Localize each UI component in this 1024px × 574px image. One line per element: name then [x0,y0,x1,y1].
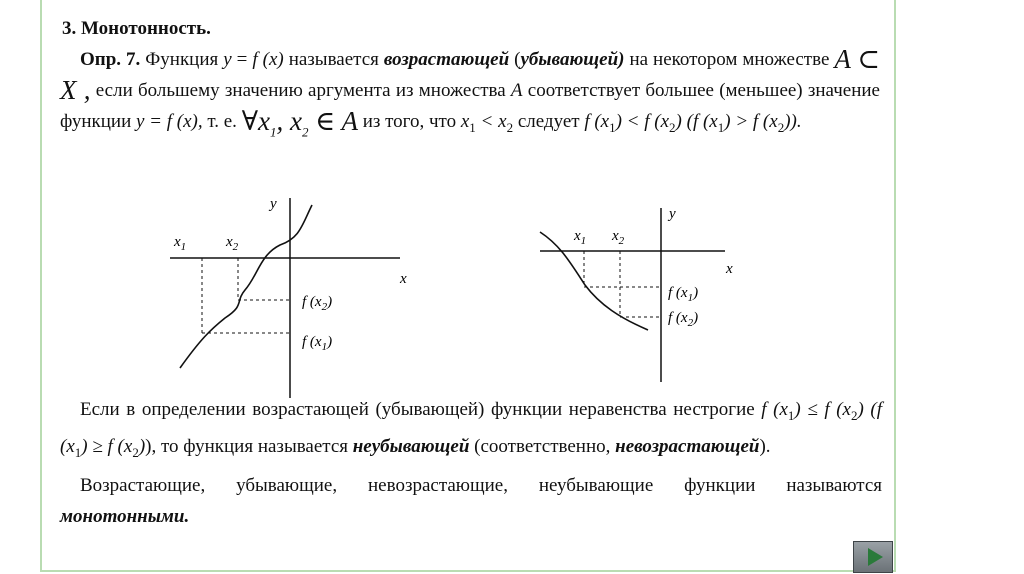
math: ) ≤ f (x [794,399,851,420]
text: Возрастающие, убывающие, невозрастающие, неубывающие функции называются [80,474,882,496]
def-text: Функция [140,49,224,70]
in-a: ∈ A [308,106,358,136]
def-text: следует [513,111,585,132]
def-text: = [231,49,253,70]
term-monotone: монотонными. [60,505,190,527]
math: ) [138,435,146,457]
nonstrict-paragraph [60,394,882,468]
def-math: ) < f (x [615,111,670,132]
def-math: x [460,111,470,132]
lower-text [60,394,882,532]
def-text: ( [509,49,521,70]
label-x1: $x_1$ [574,228,587,247]
def-math: A [510,80,523,101]
def-math: y = f (x), [136,111,203,132]
text: ), то функция называется [145,435,353,457]
comma-x: , x [276,106,302,136]
label-fx1: f $(x_1)$ [302,334,333,353]
y-label: y [669,206,676,222]
sub: 2 [669,119,676,135]
def-math: f (x [584,111,610,132]
play-arrow-icon [868,548,883,566]
def-text: т. е. [202,111,242,132]
def-text: соответствует большее (меньшее) значение функции [60,80,880,132]
math: f (x [761,399,788,420]
term-nondecreasing: неубывающей [352,435,470,457]
graph-increasing [170,198,400,398]
text: Если в определении возрастающей (убывающей) функции неравенства нестрогие [80,399,762,420]
def-text: на некотором множестве [624,49,835,70]
decreasing-curve [540,232,648,330]
term-nonincreasing: невозрастающей [615,435,760,457]
term-increasing: возрастающей [383,49,510,70]
def-math: < x [475,111,507,132]
label-fx2: f $(x_2)$ [302,294,333,313]
sub: 2 [850,407,858,423]
sub: 1 [787,407,795,423]
x-label: x [726,261,733,277]
term-decreasing: убывающей) [520,49,625,70]
section-heading: 3. Монотонность. [62,18,211,39]
label-fx2: f $(x_2)$ [668,310,699,329]
sub: 2 [132,444,139,460]
def-math: ) (f (x [675,111,718,132]
sub: 1 [717,119,725,135]
def-text: если большему значению аргумента из множества [90,80,511,101]
label-x2: $x_2$ [226,234,239,253]
label-x1: $x_1$ [174,234,187,253]
def-text: из того, что [357,111,461,132]
set-expression: A ⊂ X , [60,44,880,105]
label-x2: $x_2$ [612,228,625,247]
forall-x: ∀x [241,106,270,136]
increasing-curve [180,205,312,368]
sub: 1 [269,124,277,140]
sub: 2 [301,124,309,140]
math: ) (f (x [60,399,882,457]
def-math: f (x) [252,49,284,70]
def-text: называется [283,49,384,70]
def-math: y [223,49,232,70]
sub: 1 [74,444,82,460]
def-math: ) > f (x [724,111,778,132]
math: ) ≥ f (x [81,435,133,457]
sub: 2 [777,119,785,135]
label-fx1: f $(x_1)$ [668,285,699,304]
text: (соответственно, [469,435,616,457]
def-math: )). [784,111,802,132]
next-slide-button[interactable] [853,541,893,573]
sub: 1 [469,119,476,135]
y-label: y [270,196,277,212]
sub: 2 [506,119,514,135]
x-label: x [400,271,407,287]
definition-label: Опр. 7. [80,49,141,70]
sub: 1 [609,119,616,135]
text: ). [759,435,771,457]
monotone-paragraph [60,470,882,532]
